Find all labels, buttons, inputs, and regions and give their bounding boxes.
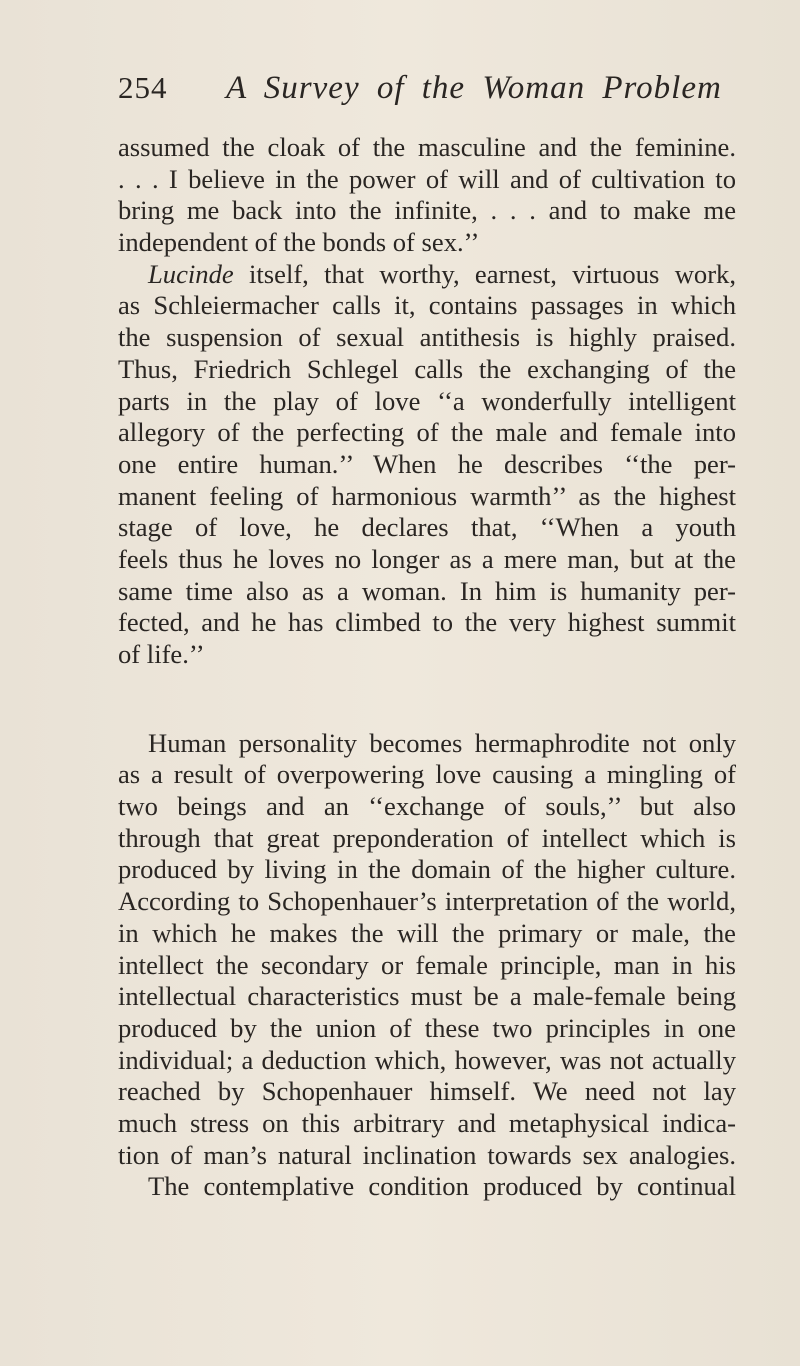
text-line: feels thus he loves no longer as a mere man, but at the: [118, 543, 736, 574]
text-line: one entire human.’’ When he describes ‘‘the per-: [118, 448, 736, 479]
text-line: individual; a deduction which, however, was not actually: [118, 1044, 736, 1075]
page-number: 254: [118, 70, 168, 105]
text-line: intellect the secondary or female principle, man in his: [118, 949, 736, 980]
text-line: reached by Schopenhauer himself. We need not lay: [118, 1076, 736, 1107]
text-line: parts in the play of love ‘‘a wonderfully intelligent: [118, 385, 736, 416]
text-line: assumed the cloak of the masculine and the feminine.: [118, 132, 736, 162]
text-line: Human personality becomes hermaphrodite not only: [148, 727, 736, 758]
paragraph-1: [118, 132, 736, 259]
text-line: of life.’’: [118, 639, 205, 669]
section-break: [118, 671, 736, 728]
text-line: two beings and an ‘‘exchange of souls,’’ but also: [118, 791, 736, 822]
text-line: produced by living in the domain of the higher culture.: [118, 854, 736, 885]
text-line: same time also as a woman. In him is humanity per-: [118, 575, 736, 606]
text-line: tion of man’s natural inclination towards sex analogies.: [118, 1139, 736, 1170]
running-head: A Survey of the Woman Problem: [226, 70, 722, 106]
text-line: the suspension of sexual antithesis is highly praised.: [118, 322, 736, 353]
text-line: bring me back into the infinite, . . . and to make me: [118, 195, 736, 226]
body-text: [118, 132, 736, 1203]
book-title-lucinde: Lucinde: [148, 258, 234, 289]
text-line: manent feeling of harmonious warmth’’ as the highest: [118, 480, 736, 511]
paragraph-3: [118, 728, 736, 1172]
text-line: produced by the union of these two principles in one: [118, 1012, 736, 1043]
text-line: independent of the bonds of sex.’’: [118, 227, 480, 258]
text-line: allegory of the perfecting of the male and female into: [118, 417, 736, 448]
text-line: as a result of overpowering love causing a mingling of: [118, 759, 736, 790]
text-line: The contemplative condition produced by continual: [148, 1171, 736, 1202]
text-line: through that great preponderation of intellect which is: [118, 822, 736, 853]
paragraph-2: [118, 259, 736, 671]
text-line: [118, 259, 736, 291]
text-line: intellectual characteristics must be a male-female being: [118, 981, 736, 1012]
text-line: as Schleiermacher calls it, contains passages in which: [118, 290, 736, 321]
text-line: fected, and he has climbed to the very highest summit: [118, 607, 736, 638]
text-line-rest: itself, that worthy, earnest, virtuous work,: [233, 258, 736, 289]
text-line: Thus, Friedrich Schlegel calls the exchanging of the: [118, 353, 736, 384]
text-line: much stress on this arbitrary and metaphysical indica-: [118, 1107, 736, 1138]
text-line: According to Schopenhauer’s interpretation of the world,: [118, 886, 736, 917]
text-line: in which he makes the will the primary or male, the: [118, 917, 736, 948]
paragraph-4: [118, 1171, 736, 1203]
page-header: [118, 70, 738, 120]
text-line: . . . I believe in the power of will and of cultivation to: [118, 163, 736, 194]
text-line: stage of love, he declares that, ‘‘When a youth: [118, 512, 736, 543]
